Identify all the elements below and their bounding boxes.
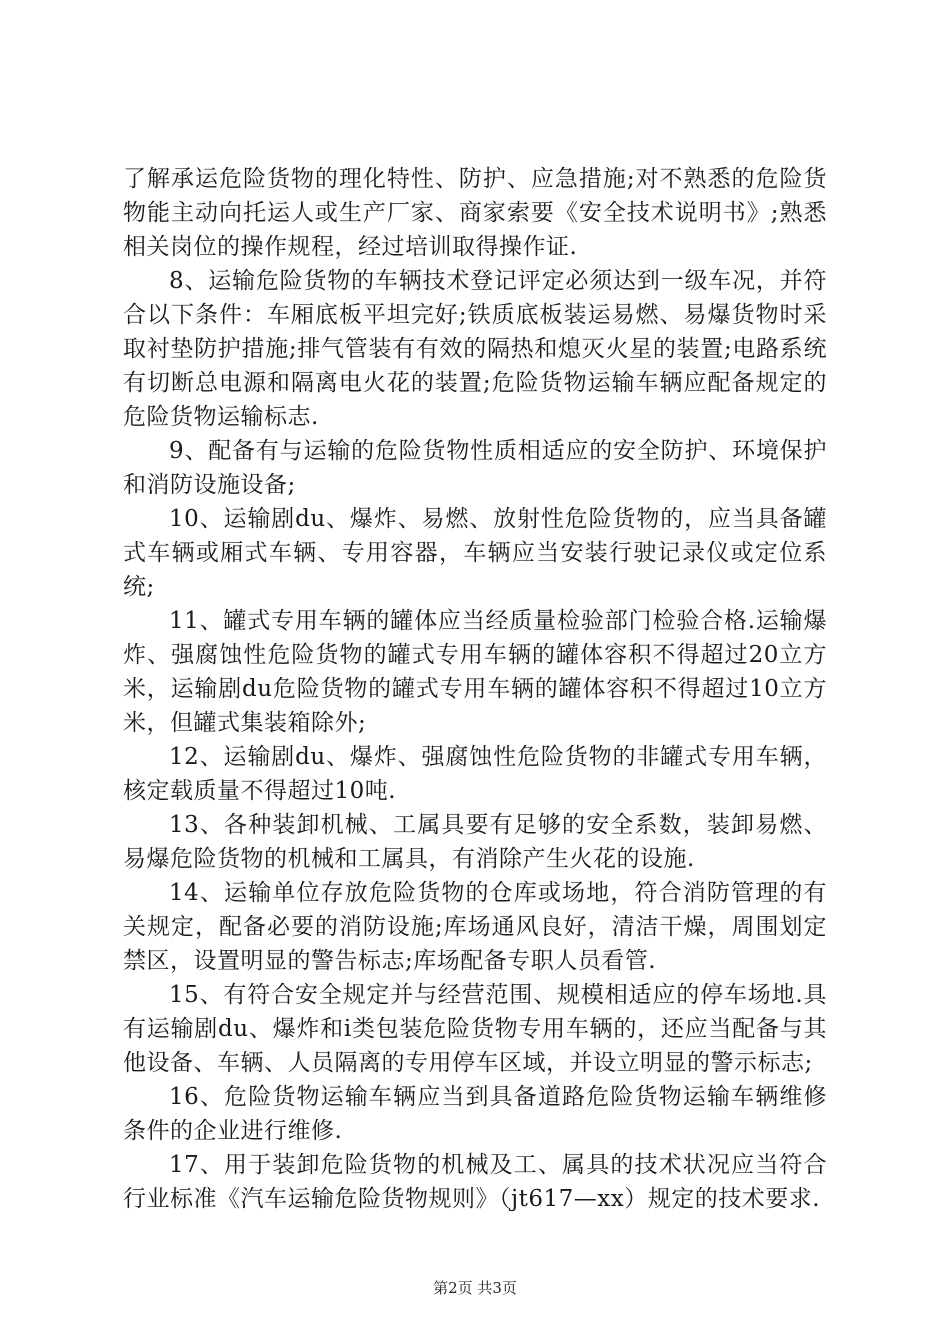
page-number-footer: 第2页 共3页 — [433, 1279, 517, 1297]
paragraph-item-12: 12、运输剧du、爆炸、强腐蚀性危险货物的非罐式专用车辆，核定载质量不得超过10吨. — [123, 744, 827, 804]
paragraph-item-8: 8、运输危险货物的车辆技术登记评定必须达到一级车况，并符合以下条件：车厢底板平坦完好;铁质底板装运易燃、易爆货物时采取衬垫防护措施;排气管装有有效的隔热和熄灭火星的装置;电路系统有切断总电源和隔离电火花的装置;危险货物运输车辆应配备规定的危险货物运输标志. — [123, 268, 827, 430]
paragraph-item-10: 10、运输剧du、爆炸、易燃、放射性危险货物的，应当具备罐式车辆或厢式车辆、专用容器，车辆应当安装行驶记录仪或定位系统; — [123, 506, 827, 600]
paragraph-item-11: 11、罐式专用车辆的罐体应当经质量检验部门检验合格.运输爆炸、强腐蚀性危险货物的罐式专用车辆的罐体容积不得超过20立方米，运输剧du危险货物的罐式专用车辆的罐体容积不得超过10立方米，但罐式集装箱除外; — [123, 608, 827, 736]
paragraph-item-14: 14、运输单位存放危险货物的仓库或场地，符合消防管理的有关规定，配备必要的消防设施;库场通风良好，清洁干燥，周围划定禁区，设置明显的警告标志;库场配备专职人员看管. — [123, 880, 827, 974]
paragraph-item-13: 13、各种装卸机械、工属具要有足够的安全系数，装卸易燃、易爆危险货物的机械和工属具，有消除产生火花的设施. — [123, 812, 827, 872]
body-text — [123, 162, 827, 1216]
paragraph-continuation: 了解承运危险货物的理化特性、防护、应急措施;对不熟悉的危险货物能主动向托运人或生产厂家、商家索要《安全技术说明书》;熟悉相关岗位的操作规程，经过培训取得操作证. — [123, 166, 827, 260]
paragraph-item-17: 17、用于装卸危险货物的机械及工、属具的技术状况应当符合行业标准《汽车运输危险货物规则》（jt617—xx）规定的技术要求. — [123, 1152, 827, 1212]
paragraph-item-9: 9、配备有与运输的危险货物性质相适应的安全防护、环境保护和消防设施设备; — [123, 438, 827, 498]
paragraph-item-15: 15、有符合安全规定并与经营范围、规模相适应的停车场地.具有运输剧du、爆炸和ⅰ类包装危险货物专用车辆的，还应当配备与其他设备、车辆、人员隔离的专用停车区域，并设立明显的警示标志; — [123, 982, 827, 1076]
paragraph-item-16: 16、危险货物运输车辆应当到具备道路危险货物运输车辆维修条件的企业进行维修. — [123, 1084, 827, 1144]
